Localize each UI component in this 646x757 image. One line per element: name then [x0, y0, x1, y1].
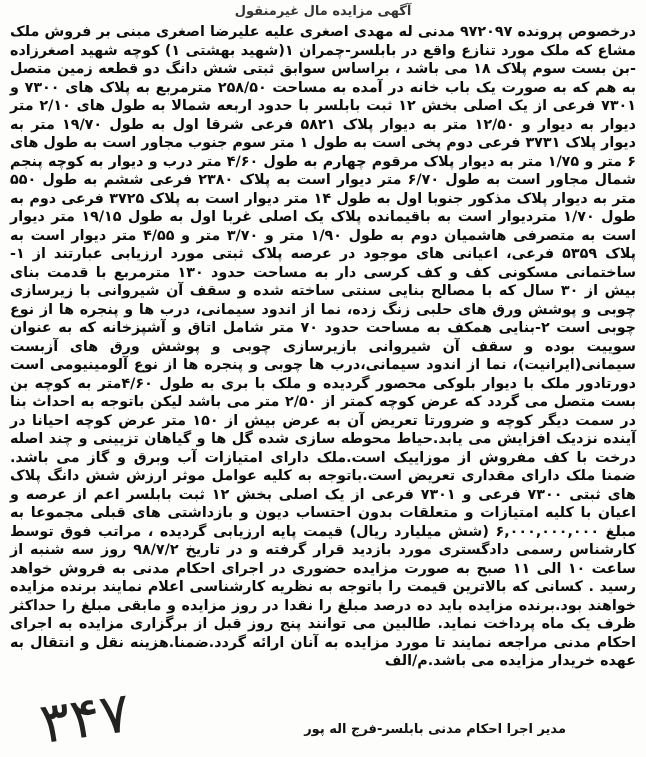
notice-title: آگهی مزایده مال غیرمنقول — [234, 4, 412, 19]
handwritten-ad-number: ۳۴۷ — [35, 680, 135, 757]
notice-body: درخصوص پرونده ۹۷۲۰۹۷ مدنی له مهدی اصغری علیه علیرضا اصغری مبنی بر فروش ملک مشاع که ملک مورد تنازع واقع در بابلسر-چمران ۱(شهید بهشتی ۱) کوچه شهید اصغرزاده -بن بست سوم پلاک ۱۸ می باشد ، براساس سوابق ثبتی شش دانگ دو قطعه زمین متصل به هم که به صورت یک باب خانه در آمده به مساحت ۲۵۸/۵۰ مترمربع به پلاک های ۷۳۰۰ و ۷۳۰۱ فرعی از یک اصلی بخش ۱۲ ثبت بابلسر با حدود اربعه شمالا به طول های ۲/۱۰ متر دیوار به دیوار و ۱۲/۵۰ متر به دیوار پلاک ۵۸۲۱ فرعی شرقا اول به طول ۱۹/۷۰ متر به دیوار پلاک ۳۷۳۱ فرعی دوم پخی است به طول ۱ متر سوم جنوب مجاور است به طول های ۶ متر و ۱/۷۵ متر به دیوار پلاک مرقوم چهارم به طول ۴/۶۰ متر درب و دیوار به کوچه پنجم شمال مجاور است به طول ۶/۷۰ متر دیوار است به پلاک ۲۳۸۰ فرعی ششم به طول ۵۵۰ متر به دیوار پلاک مذکور جنوبا اول به طول ۱۴ متر دیوار است به پلاک ۳۷۲۵ فرعی دوم به طول ۱/۷۰ متردیوار است به باقیمانده پلاک یک اصلی غربا اول به طول ۱۹/۱۵ متر دیوار است به متصرفی هاشمیان دوم به طول ۱/۹۰ متر و ۳/۷۰ متر و ۴/۵۵ متر دیوار است به پلاک ۵۳۵۹ فرعی، اعیانی های موجود در عرصه پلاک ثبتی مورد ارزیابی عبارتند از ۱-ساختمانی مسکونی کف و کف کرسی دار به مساحت حدود ۱۳۰ مترمربع با قدمت بنای بیش از ۳۰ سال که با مصالح بنایی سنتی ساخته شده و سقف آن شیروانی با زیرسازی چوبی و پوشش ورق های حلبی زنگ زده، نما از اندود سیمانی، درب ها و پنجره ها از نوع چوبی است ۲-بنایی همکف به مساحت حدود ۷۰ متر شامل اتاق و آشپزخانه که به عنوان سوییت بوده و سقف آن شیروانی بازیرسازی چوبی و پوشش ورق های آزبست سیمانی(ایرانیت)، نما از اندود سیمانی،درب ها چوبی و پنجره ها از نوع آلومینیومی است دورتادور ملک با دیوار بلوکی محصور گردیده و ملک با بری به طول ۴/۶۰متر به کوچه بن بست متصل می گردد که عرض کوچه کمتر از ۲/۵۰ متر می باشد لیکن باتوجه به احداث بنا در سمت دیگر کوچه و ضرورتا تعریض آن به عرض بیش از ۱۵۰ متر عرض کوچه احیانا در آینده نزدیک افزایش می یابد.حیاط محوطه سازی شده گل ها و گیاهان تزیینی و چند اصله درخت با کف مفروش از موزاییک است.ملک دارای امتیازات آب وبرق و گاز می باشد. ضمنا ملک دارای مقداری تعریض است.باتوجه به کلیه عوامل موثر ارزش شش دانگ پلاک های ثبتی ۷۳۰۰ فرعی و ۷۳۰۱ فرعی از یک اصلی بخش ۱۲ ثبت بابلسر اعم از عرصه و اعیان با کلیه امتیازات و متعلقات بدون احتساب دیون و بازداشتی های قبلی مجموعا به مبلغ ۶,۰۰۰,۰۰۰,۰۰۰ (شش میلیارد ریال) قیمت پایه ارزیابی گردیده ، مراتب فوق توسط کارشناس رسمی دادگستری مورد بازدید قرار گرفته و در تاریخ ۹۸/۷/۲ روز سه شنبه از ساعت ۱۰ الی ۱۱ صبح به صورت مزایده حضوری در اجرای احکام مدنی به فروش خواهد رسید . کسانی که بالاترین قیمت را باتوجه به نظریه کارشناسی اعلام نمایند برنده مزایده خواهند بود.برنده مزایده باید ده درصد مبلغ را نقدا در روز مزایده و مابقی مبلغ را حداکثر ظرف یک ماه پرداخت نماید. طالبین می توانند پنج روز قبل از برگزاری مزایده به اجرای احکام مدنی مراجعه نمایند تا مورد مزایده به آنان ارائه گردد.ضمنا.هزینه نقل و انتقال به عهده خریدار مزایده می باشد.م/الف — [10, 24, 637, 669]
signature-line: مدیر اجرا احکام مدنی بابلسر-فرج اله پور — [304, 722, 566, 737]
